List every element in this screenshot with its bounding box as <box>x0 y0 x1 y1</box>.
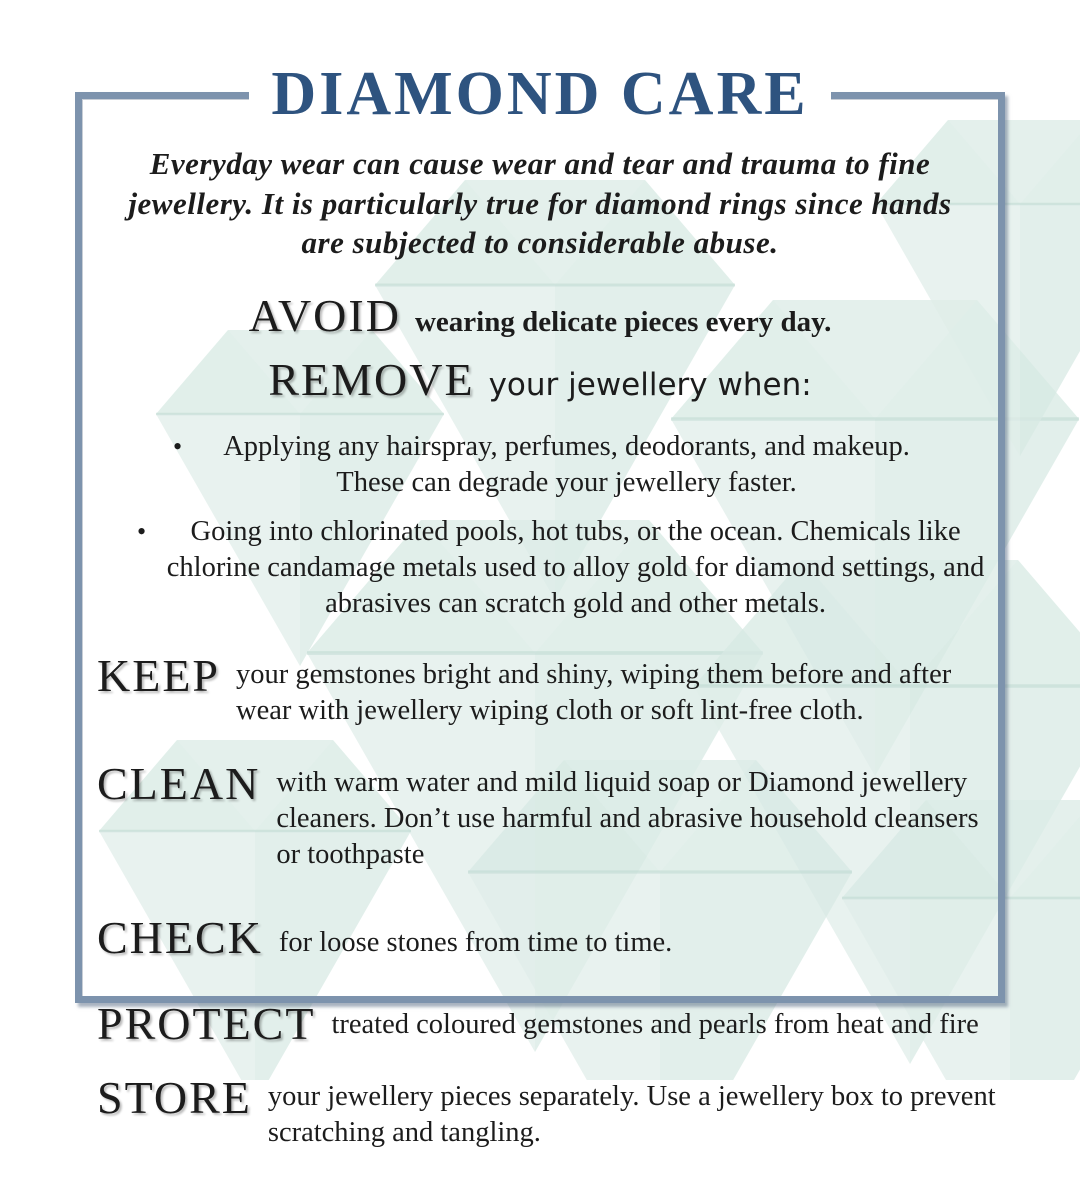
store-keyword: STORE <box>97 1071 252 1123</box>
care-rows <box>97 651 997 1150</box>
section-check <box>97 913 997 961</box>
check-text: for loose stones from time to time. <box>278 926 673 958</box>
clean-text: with warm water and mild liquid soap or Diamond jewellery cleaners. Don’t use harmful and abrasive household cleansers or toothpaste <box>276 766 979 870</box>
check-keyword: CHECK <box>97 911 263 963</box>
section-keep <box>97 651 997 729</box>
keep-keyword: KEEP <box>97 650 220 702</box>
section-remove <box>75 354 1005 406</box>
poster-header <box>0 60 1080 128</box>
protect-keyword: PROTECT <box>97 997 316 1049</box>
remove-keyword: REMOVE <box>268 354 475 406</box>
list-item <box>85 429 995 500</box>
section-store <box>97 1073 997 1151</box>
bullet-text: Going into chlorinated pools, hot tubs, or the ocean. Chemicals like chlorine candamage metals used to alloy gold for diamond settings, and abrasives can scratch gold and other metals. <box>166 516 985 619</box>
poster-content <box>75 92 1005 1180</box>
clean-keyword: CLEAN <box>97 757 261 809</box>
remove-text: your jewellery when: <box>488 367 812 404</box>
page-title: DIAMOND CARE <box>249 60 830 128</box>
section-avoid <box>75 290 1005 342</box>
section-protect <box>97 999 997 1047</box>
avoid-text: wearing delicate pieces every day. <box>414 306 832 339</box>
protect-text: treated coloured gemstones and pearls from heat and fire <box>331 1008 979 1040</box>
avoid-keyword: AVOID <box>248 290 401 342</box>
bullet-text: Applying any hairspray, perfumes, deodorants, and makeup. These can degrade your jewellery faster. <box>223 431 910 498</box>
store-text: your jewellery pieces separately. Use a jewellery box to prevent scratching and tangling. <box>267 1080 996 1148</box>
bullet-icon: • <box>173 432 183 462</box>
list-item <box>85 514 995 621</box>
intro-paragraph: Everyday wear can cause wear and tear and trauma to fine jewellery. It is particularly true for diamond rings since hands are subjected to considerable abuse. <box>128 146 952 261</box>
remove-bullet-list <box>85 429 995 621</box>
bullet-icon: • <box>137 517 147 547</box>
section-clean <box>97 759 997 873</box>
keep-text: your gemstones bright and shiny, wiping them before and after wear with jewellery wiping cloth or soft lint-free cloth. <box>236 659 952 727</box>
